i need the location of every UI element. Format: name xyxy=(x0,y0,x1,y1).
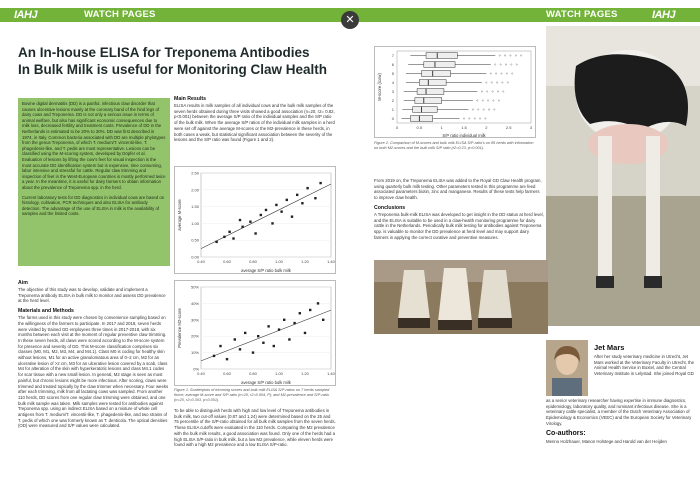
y-tick-label: 40% xyxy=(190,300,199,306)
abstract-box xyxy=(18,98,170,266)
bio-paragraph-2: as a senior veterinary researcher having expertise in immune diagnostics, epidemiology, laboratory quality, and ruminant infectious disease. She is a veterinary cattle specialist, a member of the Dutch Veterinary Association of Epidemiology & Economics (VEEC) and the European Society for Veterinary Virology. xyxy=(546,398,692,426)
y-tick-label: 30% xyxy=(190,317,199,323)
x-tick-label: 2 xyxy=(485,125,488,130)
box xyxy=(422,71,451,77)
figure-1-caption: Figure 1. Scatterplots of trimming scores and bulk milk ELISA S/P-ratios on 7 herds sampled thrice; average M-score and S/P-ratio (n=20, r2=0.504, P); and M2-prevalence and S/P-ratio (n=20, r2=0.303, p<0.001). xyxy=(174,388,330,402)
data-point xyxy=(239,219,241,221)
y-tick-label: 2.00 xyxy=(191,187,199,193)
data-point xyxy=(293,322,295,324)
data-point xyxy=(291,215,293,217)
data-point xyxy=(265,209,267,211)
data-point xyxy=(286,199,288,201)
data-point xyxy=(241,226,243,228)
coauthors-heading: Co-authors: xyxy=(546,429,586,437)
box xyxy=(415,98,442,104)
x-axis-label: S/P ratio individual milk xyxy=(442,133,486,138)
y-tick-label: 1.00 xyxy=(191,220,199,226)
box-chart xyxy=(375,47,537,139)
y-tick-label: 50% xyxy=(190,284,199,290)
data-point xyxy=(244,332,246,334)
title-line-2: In Bulk Milk is useful for Monitoring Claw Health xyxy=(18,62,328,77)
scatter-chart-1 xyxy=(175,167,337,275)
x-axis-label: average S/P ratio bulk milk xyxy=(241,268,291,273)
cutoff-text: To be able to distinguish herds with high and low level of Treponema antibodies in bulk milk, two cut-off values (0.87 and 1.24) were determined based on the 25 and 75 percentile of the S/P-ratio obtained for all bulk milk samples from the seven herds. These ELISA cutoffs were evaluated in the 110 herds. Comparing the M2 prevalence with the bulk milk results, a good association was found. Only one of the herds had a high ELISA S/P-ratio in bulk milk, but a low M2 prevalence, while eleven herds were found with a high M2 prevalence and a low ELISA S/P-ratio. xyxy=(174,408,336,448)
box xyxy=(410,116,432,122)
right-header-bar xyxy=(350,8,700,22)
y-tick-label: 0.50 xyxy=(191,237,199,243)
abstract-paragraph-1: Bovine digital dermatitis (DD) is a painful, infectious claw disorder that causes ulcerative lesions mainly at the coronary band of the hind legs of dairy cows and Treponema. DD is not only a serious issue in terms of animal welfare, but also has significant economic consequences due to milk loss, decreased fertility and treatment costs. Prevalence of DD in the Netherlands is estimated to be 20% to 30%. DD was first described in 1974, in Italy. Common bacteria associated with DD are multiple phylotypes from the genus Treponema, of which T. medium/T. vincentii-like, T. phagedenis-like, and T. pedis are most representative. Lesions can be classified using the M-scoring system, developed by Döpfer et al. Evaluation of lesions by lifting the cow's feet for visual inspection is the most accurate DD identification system but is expensive, time consuming, labor intensive and stressful for cattle. Regular claw trimming and inspection of feet in the West-European countries is mostly performed twice a year. In the meantime, it is useful for dairy farmers to obtain information about the prevalence of Treponema spp. in the herd. xyxy=(22,101,166,190)
x-tick-label: 0.40 xyxy=(197,371,205,376)
conclusions-heading: Conclusions xyxy=(374,204,406,211)
x-tick-label: 1.00 xyxy=(275,259,283,264)
data-point xyxy=(301,202,303,204)
x-tick-label: 1.40 xyxy=(327,259,335,264)
box xyxy=(424,62,455,68)
x-tick-label: 3 xyxy=(529,125,533,130)
data-point xyxy=(304,332,306,334)
box xyxy=(417,89,444,95)
y-tick-label: 0% xyxy=(193,366,199,372)
aim-heading: Aim xyxy=(18,280,28,286)
x-tick-label: 1.20 xyxy=(301,259,309,264)
y-axis-label: Prevalence M2-score xyxy=(177,308,182,348)
close-icon: ✕ xyxy=(345,14,355,26)
data-point xyxy=(249,221,251,223)
figure-1a xyxy=(174,166,336,274)
data-point xyxy=(262,342,264,344)
figure-1b xyxy=(174,280,336,386)
data-point xyxy=(267,325,269,327)
data-point xyxy=(275,204,277,206)
category-label: 6 xyxy=(391,62,394,67)
data-point xyxy=(234,338,236,340)
data-point xyxy=(283,319,285,321)
data-point xyxy=(219,345,221,347)
box xyxy=(419,80,446,86)
x-tick-label: 1.5 xyxy=(461,125,467,130)
right-text-column xyxy=(374,178,544,244)
y-tick-label: 1.50 xyxy=(191,204,199,210)
x-tick-label: 0 xyxy=(395,125,399,130)
box xyxy=(413,107,438,113)
right-page xyxy=(350,0,700,477)
royal-gd-text: From 2019 on, the Treponema ELISA was added to the Royal GD Claw Health program, using quarterly bulk milk testing. Other parameters tested in this programme are feed associated parameters biotin, zinc and manganese. Results of these tests help farmers to improve claw health. xyxy=(374,178,542,201)
x-tick-label: 0.60 xyxy=(223,259,231,264)
y-axis-label: M-score (/cow) xyxy=(377,73,382,101)
cow-photo xyxy=(546,26,700,326)
x-tick-label: 1.40 xyxy=(327,371,335,376)
data-point xyxy=(254,232,256,234)
coauthors-text: Menno Holzhauer, Manon Holstege and Harold van der Heijden xyxy=(546,438,667,444)
category-label: 0 xyxy=(391,116,394,121)
data-point xyxy=(260,214,262,216)
data-point xyxy=(299,312,301,314)
category-label: 2 xyxy=(391,98,394,103)
data-point xyxy=(223,236,225,238)
hooves-illustration xyxy=(374,260,548,334)
data-point xyxy=(213,355,215,357)
data-point xyxy=(215,241,217,243)
data-point xyxy=(314,197,316,199)
aim-text: The objective of this study was to develop, validate and implement a Treponema antibody ELISA in bulk milk to monitor and assess DD prevalence at the herd level. xyxy=(18,287,166,304)
x-tick-label: 1.20 xyxy=(301,371,309,376)
x-tick-label: 2.5 xyxy=(505,125,512,130)
materials-heading: Materials and Methods xyxy=(18,308,74,315)
middle-column xyxy=(174,96,336,147)
materials-text: The farms used in this study were chosen by convenience sampling based on the willingness of the farmers to participate. In 2017 and 2018, seven herds were visited by trained GD employees three times in 2017-2018, with six months between each visit at the moment of regular preventive claw trimming. In these seven herds, all claws were scored according to the M-score system for presence and severity of DD. This M-score classification comprises six classes (M0, M1, M2, M3, M4, and M4.1). Class M0 is coding for healthy skin without lesions, M1 for an active granulomatous area of 0–2 cm, M2 for an ulcerative lesion of >2 cm, M3 for an ulcerative lesion covered by a scab, class M4 for alteration of the skin with hyperkeratotic lesions and class M4.1 codes for scar tissue with a new small lesion. In general, M2 stage is seen as most painful, but chronic lesions might be more infectious. After scoring, claws were trimmed and treated topically by the claw trimmer when necessary. Four weeks after each trimming, milk from all lactating cows was sampled. From another 110 herds, DD scores from one regular claw trimming were obtained, and one bulk milk sample was taken. Milk samples were tested for antibodies against Treponema spp. using an indirect ELISA based on a mixture of whole cell antigens from T. medium/T. vincentii-like, T. phagedenis-like, and two strains of T. pedis of which one was formerly known as T. denticola. The optical densities (OD) were measured and S/P values were calculated. xyxy=(18,315,169,429)
author-portrait xyxy=(546,340,588,396)
data-point xyxy=(288,338,290,340)
data-point xyxy=(319,182,321,184)
bio-paragraph-1: After her study veterinary medicine in Utrecht, Jet Mars worked at the Veterinary Faculty in Utrecht, the Animal Health Service in Boxtel, and the Central Veterinary Institute in Lelystad. She joined Royal GD xyxy=(594,354,695,377)
data-point xyxy=(239,348,241,350)
data-point xyxy=(322,319,324,321)
watch-pages-label-right: WATCH PAGES xyxy=(546,9,618,20)
logo-right: IAHJ xyxy=(652,9,676,21)
x-tick-label: 0.60 xyxy=(223,371,231,376)
abstract-paragraph-2: Current laboratory tests for DD diagnostics in individual cows are based on histology, cultivation, PCR techniques and also ELISA for antibody detection. The advantage of the use of ELISA in milk is the availability of samples and the limited costs. xyxy=(22,194,165,217)
close-button[interactable] xyxy=(341,11,359,29)
data-point xyxy=(317,302,319,304)
y-tick-label: 2.50 xyxy=(191,170,199,176)
data-point xyxy=(252,351,254,353)
portrait-illustration xyxy=(546,340,588,396)
bio-text-top xyxy=(594,354,696,380)
results-heading: Main Results xyxy=(174,96,206,102)
data-point xyxy=(296,194,298,196)
x-axis-label: average S/P ratio bulk milk xyxy=(241,380,291,385)
logo: IAHJ xyxy=(14,9,38,21)
x-tick-label: 0.80 xyxy=(249,371,257,376)
data-point xyxy=(280,210,282,212)
data-point xyxy=(226,358,228,360)
left-header-bar xyxy=(0,8,350,22)
figure-2 xyxy=(374,46,536,138)
x-tick-label: 0.40 xyxy=(197,259,205,264)
x-tick-label: 1.00 xyxy=(275,371,283,376)
bio-text-bottom xyxy=(546,398,696,447)
data-point xyxy=(278,328,280,330)
data-point xyxy=(257,335,259,337)
results-text: ELISA results in milk samples of all individual cows and the bulk milk samples of the seven herds obtained during three visits showed a good association (n=20, r2= 0.82, p<0.001) between the average S/P ratio of the individual samples and the S/P ratio of the bulk milk. When the average S/P ratios of the individual milk samples in a herd were set off against the average M-scores or the M2-prevalence in these herds, in both cases a weak, but statistical significant association between the severity of the lesions and the S/P ratio was found (Figure 1 and 2). xyxy=(174,103,335,143)
data-point xyxy=(306,187,308,189)
category-label: 1 xyxy=(391,107,394,112)
title-line-1: An In-house ELISA for Treponema Antibodies xyxy=(18,45,310,60)
y-tick-label: 20% xyxy=(190,333,199,339)
conclusions-text: A Treponema bulk-milk ELISA was developed to get insight in the DD status at herd level, and the ELISA is suitable to be used in a claw-health monitoring programme for dairy cattle in the Netherlands. Periodically bulk milk testing for antibodies against Treponema spp. is valuable to monitor the DD prevalence at herd level and may support dairy farmers in applying the correct curative and preventive measures. xyxy=(374,211,544,240)
y-tick-label: 10% xyxy=(190,350,199,356)
cow-illustration xyxy=(546,26,700,326)
figure-2-caption: Figure 2. Comparison of M-scores and bulk milk ELISA S/P-ratio's on 85 herds with information on both M2-scores and the bulk milk S/P ratio (r2=0.23, p<0.001). xyxy=(374,141,534,150)
data-point xyxy=(273,345,275,347)
x-tick-label: 0.80 xyxy=(249,259,257,264)
data-point xyxy=(232,237,234,239)
plot-area xyxy=(201,173,331,257)
box xyxy=(426,53,457,59)
category-label: 7 xyxy=(391,53,394,58)
category-label: 4 xyxy=(391,80,394,85)
article-title xyxy=(18,44,338,78)
category-label: 5 xyxy=(391,71,394,76)
category-label: 3 xyxy=(391,89,394,94)
scatter-chart-2 xyxy=(175,281,337,387)
hooves-photo xyxy=(374,260,548,334)
watch-pages-label: WATCH PAGES xyxy=(84,9,156,20)
x-tick-label: 0.5 xyxy=(416,125,423,130)
x-tick-label: 1 xyxy=(440,125,443,130)
left-column xyxy=(18,280,170,433)
plot-area xyxy=(201,287,331,369)
data-point xyxy=(271,222,273,224)
data-point xyxy=(228,231,230,233)
data-point xyxy=(309,309,311,311)
y-axis-label: average M-score xyxy=(177,199,182,231)
author-name: Jet Mars xyxy=(594,343,625,352)
y-tick-label: 0.00 xyxy=(191,254,199,260)
